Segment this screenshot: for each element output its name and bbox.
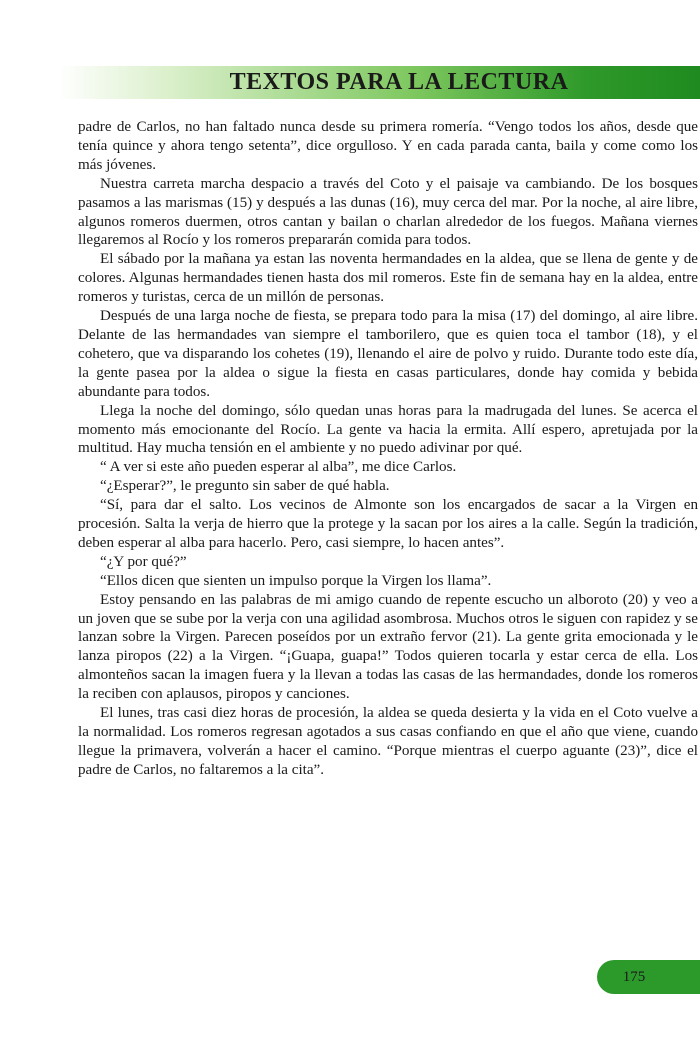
paragraph-11: Estoy pensando en las palabras de mi amigo cuando de repente escucho un alboroto (20) y veo a un joven que se sube por la verja con una agilidad asombrosa. Muchos otros le siguen con rapidez y se lanzan sobre la Virgen. Parecen poseídos por un extraño fervor (21). La gente grita emocionada y le lanza piropos (22) a la Virgen. “¡Guapa, guapa!” Todos quieren tocarla y estar cerca de ella. Los almonteños sacan la imagen fuera y la llevan a todas las casas de las hermandades, donde los romeros la reciben con aplausos, piropos y canciones. [78,591,698,703]
page-title: TEXTOS PARA LA LECTURA [229,69,569,95]
paragraph-6: “ A ver si este año pueden esperar al alba”, me dice Carlos. [100,459,457,476]
page-number: 175 [622,969,646,985]
paragraph-5: Llega la noche del domingo, sólo quedan unas horas para la madrugada del lunes. Se acerca el momento más emocionante del Rocío. La gente va hacia la ermita. Allí espero, apretujada por la multitud. Hay mucha tensión en el ambiente y no puedo adivinar por qué. [78,402,698,457]
paragraph-9: “¿Y por qué?” [100,553,187,570]
paragraph-8: “Sí, para dar el salto. Los vecinos de Almonte son los encargados de sacar a la Virgen en procesión. Salta la verja de hierro que la protege y la sacan por los aires a la calle. Según la tradición, deben esperar al alba para hacerlo. Pero, casi siempre, lo hacen antes”. [78,497,698,551]
paragraph-3: El sábado por la mañana ya estan las noventa hermandades en la aldea, que se llena de gente y de colores. Algunas hermandades tienen hasta dos mil romeros. Este fin de semana hay en la aldea, entre romeros y turistas, cerca de un millón de personas. [78,251,698,306]
header-band [58,66,700,99]
paragraph-4: Después de una larga noche de fiesta, se prepara todo para la misa (17) del domingo, al aire libre. Delante de las hermandades van siempre el tamborilero, que es quien toca el tambor (18), y el cohetero, que va disparando los cohetes (19), llenando el aire de polvo y ruido. Durante todo este día, la gente pasea por la aldea o sigue la fiesta en casas particulares, donde hay comida y bebida abundante para todos. [78,308,698,400]
paragraph-7: “¿Esperar?”, le pregunto sin saber de qué habla. [100,478,390,495]
reading-text [78,118,698,780]
paragraph-2: Nuestra carreta marcha despacio a través del Coto y el paisaje va cambiando. De los bosques pasamos a las marismas (15) y después a las dunas (16), muy cerca del mar. Por la noche, al aire libre, algunos romeros duermen, otros cantan y bailan o charlan alrededor de los fuegos. Mañana viernes llegaremos al Rocío y los romeros prepararán comida para todos. [78,175,698,249]
paragraph-1: padre de Carlos, no han faltado nunca desde su primera romería. “Vengo todos los años, desde que tenía quince y ahora tengo setenta”, dice orgulloso. Y en cada parada canta, baila y come como los más jóvenes. [78,119,698,173]
paragraph-10: “Ellos dicen que sienten un impulso porque la Virgen los llama”. [100,572,492,589]
paragraph-12: El lunes, tras casi diez horas de procesión, la aldea se queda desierta y la vida en el Coto vuelve a la normalidad. Los romeros regresan agotados a sus casas confiando en que el año que viene, cuando llegue la primavera, volverán a hacer el camino. “Porque mientras el cuerpo aguante (23)”, dice el padre de Carlos, no faltaremos a la cita”. [78,705,698,778]
